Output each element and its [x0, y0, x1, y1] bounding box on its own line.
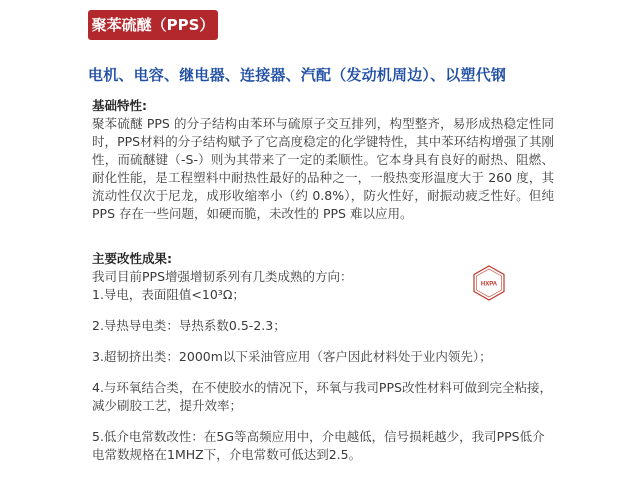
basic-properties-section: [92, 97, 554, 223]
result-item-epoxy-bonding: 4.与环氧结合类，在不使胶水的情况下，环氧与我司PPS改性材料可做到完全粘接，减少刷胶工艺，提升效率；: [92, 380, 552, 413]
basic-properties-text: 聚苯硫醚 PPS 的分子结构由苯环与硫原子交互排列，构型整齐，易形成热稳定性同时，PPS材料的分子结构赋予了它高度稳定的化学键特性，其中苯环结构增强了其刚性，而硫醚键（-S-）则为其带来了一定的柔顺性。它本身具有良好的耐热、阻燃、耐化性能，是工程塑料中耐热性最好的品种之一，一般热变形温度大于 260 度，其流动性仅次于尼龙，成形收缩率小（约 0.8%），防火性好，耐振动疲乏性好。但纯 PPS 存在一些问题，如硬而脆，未改性的 PPS 难以应用。: [92, 116, 554, 221]
results-intro: 我司目前PPS增强增韧系列有几类成熟的方向：: [92, 269, 353, 284]
basic-properties-heading: 基础特性:: [92, 98, 147, 113]
application-subtitle: 电机、电容、继电器、连接器、汽配（发动机周边）、以塑代钢: [88, 66, 507, 84]
title-badge: 聚苯硫醚（PPS）: [88, 10, 218, 40]
stamp-text: HXPA: [480, 281, 498, 288]
result-item-super-tough-extrusion: 3.超韧挤出类：2000m以下采油管应用（客户因此材料处于业内领先）；: [92, 349, 492, 364]
hexagon-logo-icon: [470, 264, 508, 302]
result-item-low-dielectric: 5.低介电常数改性：在5G等高频应用中，介电越低，信号损耗越少，我司PPS低介电常数规格在1MHZ下，介电常数可低达到2.5。: [92, 429, 545, 462]
result-item-conductive: 1.导电，表面阻值<10³Ω；: [92, 287, 245, 302]
modification-results-heading: 主要改性成果:: [92, 251, 172, 266]
result-item-thermal-conductive: 2.导热导电类：导热系数0.5-2.3；: [92, 318, 286, 333]
